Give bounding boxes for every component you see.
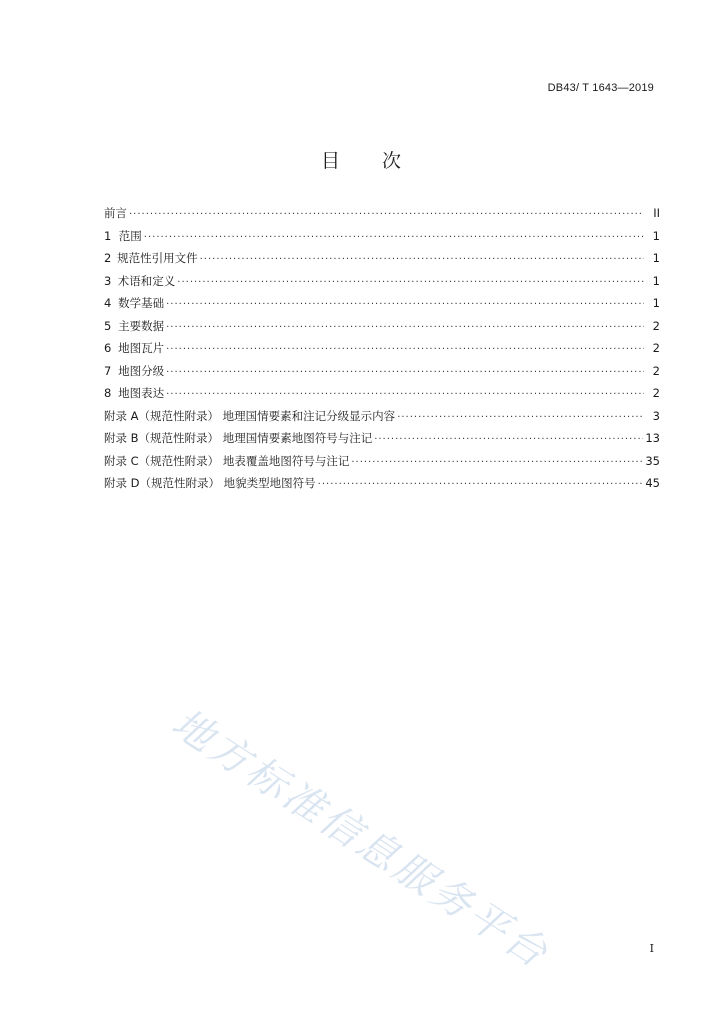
- toc-label: 地图瓦片: [118, 341, 165, 355]
- dot-leader: [144, 232, 644, 243]
- table-of-contents: [104, 205, 660, 498]
- toc-number: 4: [104, 296, 112, 310]
- toc-page: 1: [652, 251, 660, 265]
- toc-entry-appendix-a[interactable]: [104, 408, 660, 431]
- toc-page: 1: [652, 228, 660, 243]
- toc-number: 3: [104, 273, 112, 288]
- toc-page: 2: [652, 318, 660, 333]
- dot-leader: [397, 412, 644, 423]
- watermark: 地方标准信息服务平台: [163, 700, 558, 979]
- dot-leader: [129, 209, 644, 220]
- dot-leader: [166, 322, 644, 333]
- toc-entry-7[interactable]: [104, 363, 660, 386]
- toc-entry-appendix-d[interactable]: [104, 475, 660, 498]
- dot-leader: [374, 434, 643, 445]
- dot-leader: [318, 479, 644, 490]
- toc-page: 3: [652, 408, 660, 423]
- toc-entry-1[interactable]: [104, 228, 660, 251]
- toc-label: 附录 A（规范性附录） 地理国情要素和注记分级显示内容: [104, 408, 396, 423]
- toc-entry-3[interactable]: [104, 273, 660, 296]
- dot-leader: [166, 367, 644, 378]
- toc-number: 2: [104, 251, 112, 265]
- toc-entry-5[interactable]: [104, 318, 660, 341]
- toc-label: 数学基础: [118, 296, 165, 310]
- toc-label: 地图分级: [118, 363, 165, 378]
- toc-page: 45: [645, 476, 660, 490]
- toc-entry-2[interactable]: [104, 250, 660, 273]
- toc-page: II: [653, 206, 660, 220]
- toc-entry-appendix-b[interactable]: [104, 430, 660, 453]
- toc-number: 1: [104, 228, 112, 243]
- toc-label: 主要数据: [118, 318, 165, 333]
- toc-label: 范围: [118, 228, 142, 243]
- toc-label: 附录 C（规范性附录） 地表覆盖地图符号与注记: [104, 453, 350, 468]
- toc-number: 7: [104, 363, 112, 378]
- toc-page: 2: [652, 386, 660, 400]
- dot-leader: [200, 254, 644, 265]
- dot-leader: [177, 277, 644, 288]
- page-title: [0, 146, 724, 173]
- toc-page: 35: [645, 453, 660, 468]
- dot-leader: [166, 389, 644, 400]
- toc-page: 2: [652, 363, 660, 378]
- toc-entry-8[interactable]: [104, 385, 660, 408]
- document-code: DB43/ T 1643—2019: [547, 82, 654, 94]
- title-char-right: 次: [382, 150, 404, 172]
- toc-page: 1: [652, 273, 660, 288]
- title-char-left: 目: [320, 150, 342, 172]
- toc-label: 附录 D（规范性附录） 地貌类型地图符号: [104, 476, 316, 490]
- toc-label: 地图表达: [118, 386, 165, 400]
- dot-leader: [166, 299, 644, 310]
- toc-entry-4[interactable]: [104, 295, 660, 318]
- toc-page: 2: [652, 341, 660, 355]
- dot-leader: [351, 457, 643, 468]
- toc-label: 附录 B（规范性附录） 地理国情要素地图符号与注记: [104, 431, 373, 445]
- toc-number: 8: [104, 386, 112, 400]
- toc-entry-6[interactable]: [104, 340, 660, 363]
- dot-leader: [166, 344, 644, 355]
- toc-entry-appendix-c[interactable]: [104, 453, 660, 476]
- toc-page: 1: [652, 296, 660, 310]
- toc-page: 13: [645, 431, 660, 445]
- toc-label: 前言: [104, 206, 127, 220]
- toc-label: 术语和定义: [117, 273, 176, 288]
- toc-entry-preface[interactable]: [104, 205, 660, 228]
- page-number: I: [649, 942, 654, 955]
- toc-label: 规范性引用文件: [117, 251, 198, 265]
- toc-number: 5: [104, 318, 112, 333]
- toc-number: 6: [104, 341, 112, 355]
